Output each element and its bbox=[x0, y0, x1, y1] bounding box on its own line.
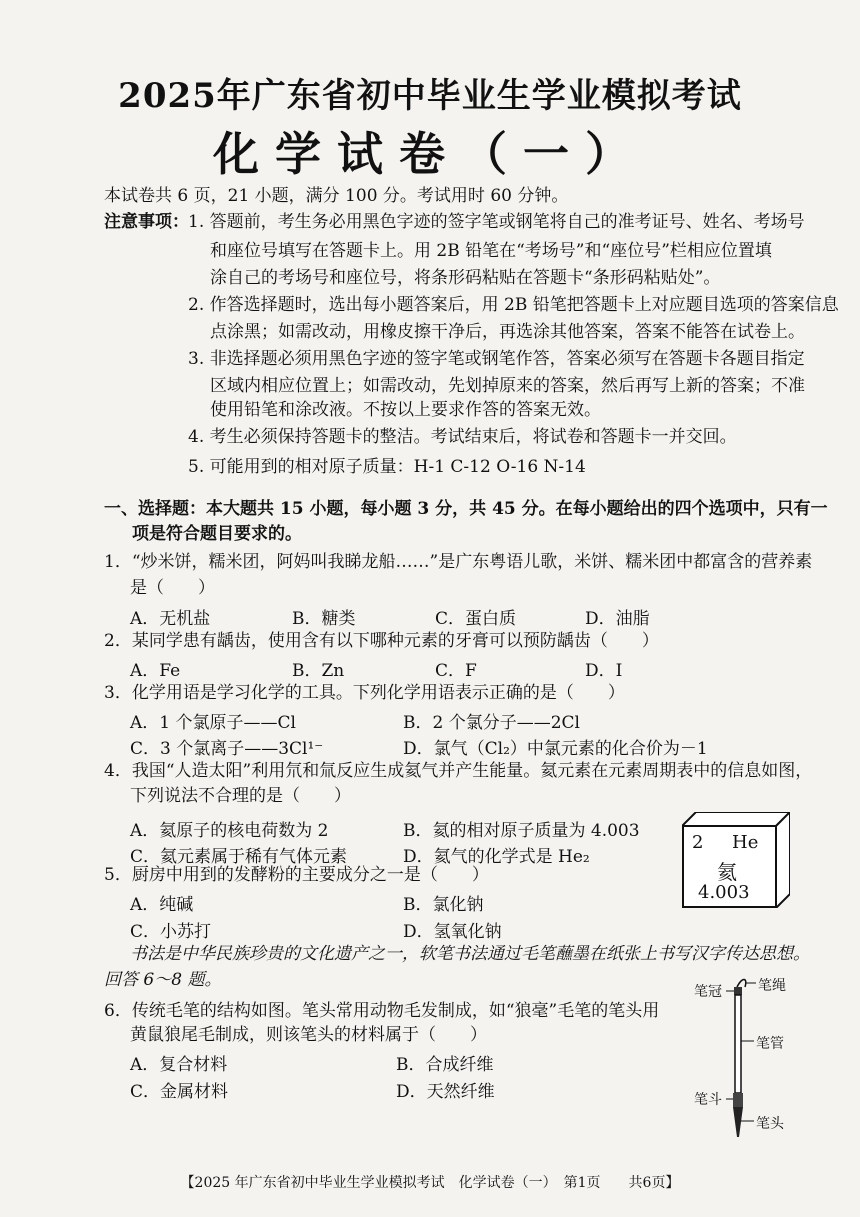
label-brush-rope: 笔绳 bbox=[758, 978, 786, 994]
question-6-stem-cont: 黄鼠狼尾毛制成，则该笔头的材料属于（ ） bbox=[130, 1025, 487, 1045]
question-5-stem: 5．厨房中用到的发酵粉的主要成分之一是（ ） bbox=[104, 865, 489, 885]
notice-line: 和座位号填写在答题卡上。用 2B 铅笔在“考场号”和“座位号”栏相应位置填 bbox=[210, 241, 772, 261]
q3-option-b: B．2 个氯分子——2Cl bbox=[403, 713, 580, 733]
q6-option-b: B．合成纤维 bbox=[396, 1055, 494, 1075]
q1-option-b: B．糖类 bbox=[292, 609, 356, 629]
element-name: 氦 bbox=[717, 860, 737, 884]
question-2-stem: 2．某同学患有龋齿，使用含有以下哪种元素的牙膏可以预防龋齿（ ） bbox=[104, 631, 659, 651]
helium-element-card bbox=[682, 812, 790, 908]
q6-option-d: D．天然纤维 bbox=[396, 1082, 495, 1102]
question-1-stem-cont: 是（ ） bbox=[130, 578, 215, 598]
q5-option-d: D．氢氧化钠 bbox=[403, 922, 502, 942]
atomic-mass: 4.003 bbox=[698, 882, 750, 903]
notice-line: 涂自己的考场号和座位号，将条形码粘贴在答题卡“条形码粘贴处”。 bbox=[210, 268, 721, 288]
q5-option-a: A．纯碱 bbox=[130, 895, 194, 915]
passage-text-cont: 回答 6～8 题。 bbox=[104, 970, 222, 990]
notice-label: 注意事项： bbox=[104, 212, 189, 232]
label-brush-bucket: 笔斗 bbox=[694, 1092, 722, 1108]
label-brush-head: 笔头 bbox=[756, 1116, 784, 1132]
notice-line: 1. 答题前，考生务必用黑色字迹的签字笔或钢笔将自己的准考证号、姓名、考场号 bbox=[188, 212, 805, 232]
notice-line: 点涂黑；如需改动，用橡皮擦干净后，再选涂其他答案，答案不能答在试卷上。 bbox=[210, 322, 805, 342]
question-1-stem: 1．“炒米饼，糯米团，阿妈叫我睇龙船……”是广东粤语儿歌，米饼、糯米团中都富含的营养素 bbox=[104, 552, 813, 572]
writing-brush-diagram bbox=[690, 975, 800, 1145]
q2-option-d: D．I bbox=[585, 661, 623, 681]
element-symbol: He bbox=[732, 832, 759, 853]
label-brush-tube: 笔管 bbox=[756, 1036, 784, 1052]
q3-option-d: D．氯气（Cl₂）中氯元素的化合价为－1 bbox=[403, 739, 708, 759]
q3-option-c: C．3 个氯离子——3Cl¹⁻ bbox=[130, 739, 324, 759]
page-footer: 【2025 年广东省初中毕业生学业模拟考试 化学试卷（一） 第1页 共6页】 bbox=[180, 1175, 680, 1191]
question-3-stem: 3．化学用语是学习化学的工具。下列化学用语表示正确的是（ ） bbox=[104, 683, 625, 703]
notice-line: 区域内相应位置上；如需改动，先划掉原来的答案，然后再写上新的答案；不准 bbox=[210, 376, 805, 396]
exam-title: 2025年广东省初中毕业生学业模拟考试 bbox=[118, 76, 742, 116]
question-4-stem: 4．我国“人造太阳”利用氘和氚反应生成氦气并产生能量。氦元素在元素周期表中的信息如图， bbox=[104, 761, 813, 781]
question-4-stem-cont: 下列说法不合理的是（ ） bbox=[130, 786, 351, 806]
q6-option-a: A．复合材料 bbox=[130, 1055, 228, 1075]
q3-option-a: A．1 个氯原子——Cl bbox=[130, 713, 296, 733]
notice-line: 4. 考生必须保持答题卡的整洁。考试结束后，将试卷和答题卡一并交回。 bbox=[188, 427, 737, 447]
q4-option-b: B．氦的相对原子质量为 4.003 bbox=[403, 821, 640, 841]
q4-option-c: C．氦元素属于稀有气体元素 bbox=[130, 847, 348, 867]
q1-option-a: A．无机盐 bbox=[130, 609, 211, 629]
q6-option-c: C．金属材料 bbox=[130, 1082, 229, 1102]
q5-option-c: C．小苏打 bbox=[130, 922, 212, 942]
q2-option-a: A．Fe bbox=[130, 661, 181, 681]
notice-line: 3. 非选择题必须用黑色字迹的签字笔或钢笔作答，答案必须写在答题卡各题目指定 bbox=[188, 349, 805, 369]
notice-line: 2. 作答选择题时，选出每小题答案后，用 2B 铅笔把答题卡上对应题目选项的答案信息 bbox=[188, 295, 839, 315]
q4-option-a: A．氦原子的核电荷数为 2 bbox=[130, 821, 329, 841]
atomic-number: 2 bbox=[692, 832, 704, 853]
intro-text: 本试卷共 6 页，21 小题，满分 100 分。考试用时 60 分钟。 bbox=[104, 186, 569, 206]
passage-text: 书法是中华民族珍贵的文化遗产之一，软笔书法通过毛笔蘸墨在纸张上书写汉字传达思想。 bbox=[130, 944, 810, 964]
q2-option-b: B．Zn bbox=[292, 661, 345, 681]
question-6-stem: 6．传统毛笔的结构如图。笔头常用动物毛发制成，如“狼毫”毛笔的笔头用 bbox=[104, 1001, 660, 1021]
section-heading-cont: 项是符合题目要求的。 bbox=[132, 524, 302, 544]
q2-option-c: C．F bbox=[435, 661, 477, 681]
q1-option-d: D．油脂 bbox=[585, 609, 650, 629]
q4-option-d: D．氦气的化学式是 He₂ bbox=[403, 847, 590, 867]
paper-subtitle: 化学试卷（一） bbox=[213, 127, 647, 181]
section-heading: 一、选择题：本大题共 15 小题，每小题 3 分，共 45 分。在每小题给出的四个选项中，只有一 bbox=[104, 499, 828, 519]
q5-option-b: B．氯化钠 bbox=[403, 895, 484, 915]
notice-line: 使用铅笔和涂改液。不按以上要求作答的答案无效。 bbox=[210, 400, 601, 420]
notice-line: 5. 可能用到的相对原子质量：H-1 C-12 O-16 N-14 bbox=[188, 457, 586, 477]
label-brush-cap: 笔冠 bbox=[694, 984, 722, 1000]
q1-option-c: C．蛋白质 bbox=[435, 609, 517, 629]
